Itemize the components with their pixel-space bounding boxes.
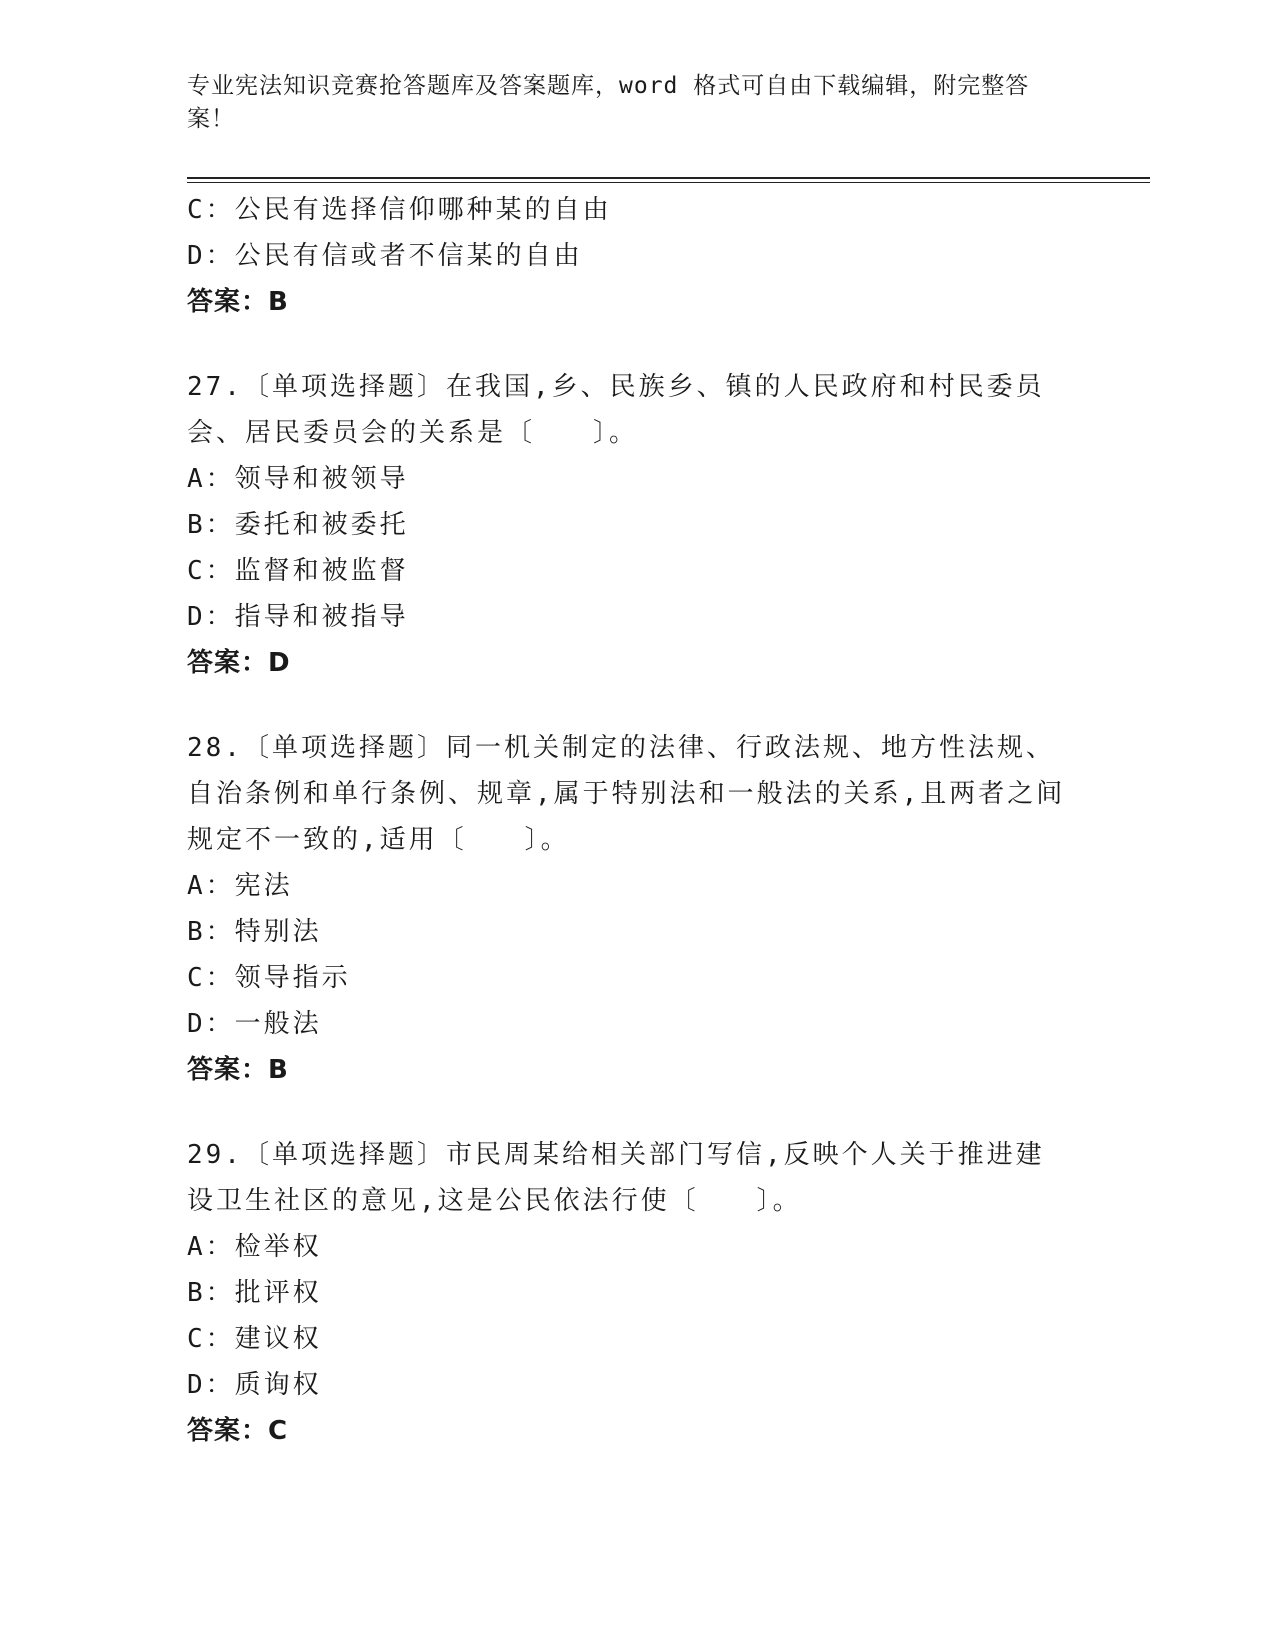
- option-c: C：领导指示: [187, 963, 351, 993]
- question-block: [187, 364, 1067, 686]
- answer-line: 答案：C: [187, 1416, 289, 1446]
- question-stem: 29.〔单项选择题〕市民周某给相关部门写信,反映个人关于推进建设卫生社区的意见,这是公民依法行使〔 〕。: [187, 1140, 1045, 1216]
- spacer: [187, 686, 1067, 725]
- question-block: [187, 725, 1067, 1093]
- question-block: [187, 187, 1067, 325]
- question-block: [187, 1132, 1067, 1454]
- option-a: A：检举权: [187, 1232, 322, 1262]
- option-d: D：质询权: [187, 1370, 322, 1400]
- option-a: A：领导和被领导: [187, 464, 409, 494]
- option-d: D：一般法: [187, 1009, 322, 1039]
- option-b: B：委托和被委托: [187, 510, 409, 540]
- option-b: B：批评权: [187, 1278, 322, 1308]
- option-d: D：指导和被指导: [187, 602, 409, 632]
- answer-line: 答案：D: [187, 648, 291, 678]
- question-stem: 28.〔单项选择题〕同一机关制定的法律、行政法规、地方性法规、自治条例和单行条例、规章,属于特别法和一般法的关系,且两者之间规定不一致的,适用〔 〕。: [187, 733, 1066, 855]
- option-d: D：公民有信或者不信某的自由: [187, 241, 583, 271]
- spacer: [187, 1093, 1067, 1132]
- header-divider: [187, 177, 1150, 183]
- document-body: [187, 187, 1067, 1454]
- option-c: C：公民有选择信仰哪种某的自由: [187, 195, 612, 225]
- answer-line: 答案：B: [187, 287, 289, 317]
- page-header: 专业宪法知识竞赛抢答题库及答案题库，word 格式可自由下载编辑，附完整答案！: [187, 73, 1030, 132]
- answer-line: 答案：B: [187, 1055, 289, 1085]
- option-c: C：监督和被监督: [187, 556, 409, 586]
- option-b: B：特别法: [187, 917, 322, 947]
- question-stem: 27.〔单项选择题〕在我国,乡、民族乡、镇的人民政府和村民委员会、居民委员会的关系是〔 〕。: [187, 372, 1045, 448]
- spacer: [187, 325, 1067, 364]
- option-c: C：建议权: [187, 1324, 322, 1354]
- option-a: A：宪法: [187, 871, 293, 901]
